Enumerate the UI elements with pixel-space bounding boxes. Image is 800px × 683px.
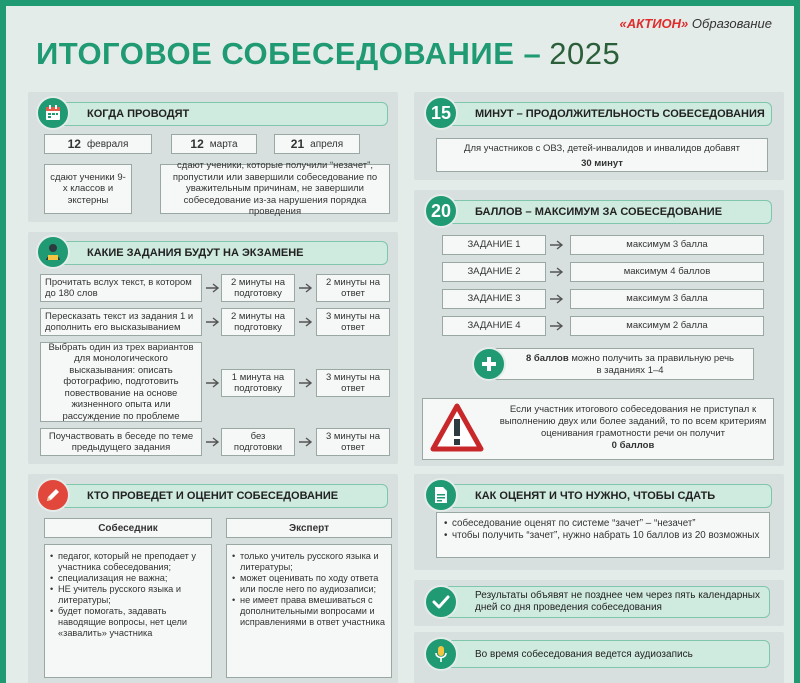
list-item: • будет помогать, задавать наводящие вопросы, нет цели «завалить» участника bbox=[49, 606, 207, 639]
points-heading: БАЛЛОВ – МАКСИМУМ ЗА СОБЕСЕДОВАНИЕ bbox=[475, 206, 723, 218]
date-month: марта bbox=[209, 138, 238, 150]
answer-text: 3 минуты на ответ bbox=[325, 371, 381, 394]
answer-text: 3 минуты на ответ bbox=[325, 430, 381, 453]
points-max-label: максимум 4 баллов bbox=[623, 266, 711, 278]
arrow-right-icon bbox=[205, 377, 221, 389]
list-item: • не имеет права вмешиваться с дополнительными вопросами и исправлениями в ответ участника bbox=[231, 595, 387, 628]
results-text: Результаты объявят не позднее чем через пять календарных дней со дня проведения собеседования bbox=[475, 590, 760, 613]
prep-text: 2 минуты на подготовку bbox=[230, 276, 286, 299]
points-max-3 bbox=[570, 289, 764, 309]
duration-heading: МИНУТ – ПРОДОЛЖИТЕЛЬНОСТЬ СОБЕСЕДОВАНИЯ bbox=[475, 108, 765, 120]
list-item: • может оценивать по ходу ответа или после него по аудиозаписи; bbox=[231, 573, 387, 595]
task-text: Поучаствовать в беседе по теме предыдущего задания bbox=[48, 430, 194, 453]
date-month: апреля bbox=[310, 138, 344, 150]
bonus-box bbox=[492, 348, 754, 380]
task-text: Выбрать один из трех вариантов для монологического высказывания: описать фотографию, подготовить повествование на основе жизненного опыта или рассуждение по проблеме bbox=[48, 341, 194, 422]
points-task-label: ЗАДАНИЕ 2 bbox=[467, 266, 521, 278]
task-3-description bbox=[40, 342, 202, 422]
title-year: 2025 bbox=[549, 36, 621, 71]
duration-note-text: Для участников с ОВЗ, детей-инвалидов и инвалидов добавят bbox=[464, 143, 740, 154]
page-title bbox=[36, 36, 620, 72]
duration-number-text: 15 bbox=[430, 102, 452, 123]
title-text: ИТОГОВОЕ СОБЕСЕДОВАНИЕ – bbox=[36, 36, 542, 71]
task-1-answer bbox=[316, 274, 390, 302]
points-task-4 bbox=[442, 316, 546, 336]
interlocutor-title-text: Собеседник bbox=[98, 522, 158, 534]
task-3-prep bbox=[221, 369, 295, 397]
date-day: 12 bbox=[67, 137, 81, 151]
when-header bbox=[46, 102, 388, 126]
prep-text: 2 минуты на подготовку bbox=[230, 310, 286, 333]
interlocutor-list bbox=[44, 544, 212, 678]
points-number bbox=[424, 194, 458, 228]
arrow-right-icon bbox=[205, 282, 221, 294]
arrow-right-icon bbox=[205, 316, 221, 328]
task-3-answer bbox=[316, 369, 390, 397]
expert-title bbox=[226, 518, 392, 538]
duration-note bbox=[436, 138, 768, 172]
task-4-prep bbox=[221, 428, 295, 456]
task-text: Прочитать вслух текст, в котором до 180 слов bbox=[45, 276, 192, 299]
who-header bbox=[46, 484, 388, 508]
task-4-description bbox=[40, 428, 202, 456]
task-1-description bbox=[40, 274, 202, 302]
date-april bbox=[274, 134, 360, 154]
arrow-right-icon bbox=[298, 282, 314, 294]
task-4-answer bbox=[316, 428, 390, 456]
duration-number bbox=[424, 96, 458, 130]
points-number-text: 20 bbox=[430, 200, 452, 221]
grading-header bbox=[434, 484, 772, 508]
later-description-text: сдают ученики, которые получили “незачет”, пропустили или завершили собеседование по уважительным причинам, не завершили собеседование из-за нарушения порядка проведения bbox=[172, 160, 378, 218]
date-february bbox=[44, 134, 152, 154]
arrow-right-icon bbox=[549, 266, 565, 278]
checkmark-icon bbox=[424, 585, 458, 619]
task-2-description bbox=[40, 308, 202, 336]
february-description-text: сдают ученики 9-х классов и экстерны bbox=[50, 171, 126, 206]
points-task-2 bbox=[442, 262, 546, 282]
bonus-text-2: в заданиях 1–4 bbox=[596, 365, 664, 376]
calendar-icon bbox=[36, 96, 70, 130]
bonus-points: 8 баллов bbox=[526, 353, 569, 364]
microphone-icon bbox=[424, 637, 458, 671]
expert-list bbox=[226, 544, 392, 678]
duration-header bbox=[434, 102, 772, 126]
prep-text: без подготовки bbox=[233, 430, 283, 453]
when-heading: КОГДА ПРОВОДЯТ bbox=[87, 108, 190, 120]
expert-title-text: Эксперт bbox=[288, 522, 330, 534]
who-heading: КТО ПРОВЕДЕТ И ОЦЕНИТ СОБЕСЕДОВАНИЕ bbox=[87, 490, 339, 502]
pencil-icon bbox=[36, 478, 70, 512]
later-description bbox=[160, 160, 390, 218]
points-max-label: максимум 2 балла bbox=[626, 320, 708, 332]
points-max-1 bbox=[570, 235, 764, 255]
list-item: • только учитель русского языка и литературы; bbox=[231, 551, 387, 573]
warning-text: Если участник итогового собеседования не приступал к выполнению двух или более заданий, то по всем критериям оценивания грамотности речи он получит bbox=[499, 404, 767, 439]
points-header bbox=[434, 200, 772, 224]
list-item: • собеседование оценят по системе “зачет” – “незачет” bbox=[443, 518, 759, 530]
bonus-text: можно получить за правильную речь bbox=[571, 353, 734, 364]
task-2-prep bbox=[221, 308, 295, 336]
arrow-right-icon bbox=[298, 316, 314, 328]
interlocutor-items bbox=[49, 551, 207, 639]
arrow-right-icon bbox=[549, 239, 565, 251]
tasks-heading: КАКИЕ ЗАДАНИЯ БУДУТ НА ЭКЗАМЕНЕ bbox=[87, 247, 304, 259]
points-max-4 bbox=[570, 316, 764, 336]
date-day: 12 bbox=[190, 137, 204, 151]
grading-items bbox=[443, 518, 759, 542]
answer-text: 3 минуты на ответ bbox=[325, 310, 381, 333]
points-max-2 bbox=[570, 262, 764, 282]
task-text: Пересказать текст из задания 1 и дополнить его высказыванием bbox=[45, 310, 194, 333]
brand-name: «АКТИОН» bbox=[619, 16, 689, 31]
list-item: • педагог, который не преподает у участника собеседования; bbox=[49, 551, 207, 573]
date-march bbox=[171, 134, 257, 154]
arrow-right-icon bbox=[298, 377, 314, 389]
interlocutor-title bbox=[44, 518, 212, 538]
list-item: • специализация не важна; bbox=[49, 573, 207, 584]
points-task-label: ЗАДАНИЕ 4 bbox=[467, 320, 521, 332]
task-1-prep bbox=[221, 274, 295, 302]
arrow-right-icon bbox=[205, 436, 221, 448]
prep-text: 1 минута на подготовку bbox=[231, 371, 285, 394]
arrow-right-icon bbox=[549, 293, 565, 305]
warning-zero-points: 0 баллов bbox=[611, 440, 655, 451]
document-icon bbox=[424, 478, 458, 512]
grading-list bbox=[436, 512, 770, 558]
list-item: • чтобы получить “зачет”, нужно набрать 10 баллов из 20 возможных bbox=[443, 530, 759, 542]
points-task-3 bbox=[442, 289, 546, 309]
audio-box bbox=[434, 640, 770, 668]
points-max-label: максимум 3 балла bbox=[626, 293, 708, 305]
duration-extra: 30 минут bbox=[581, 158, 623, 169]
brand-subtitle: Образование bbox=[691, 16, 772, 31]
list-item: • НЕ учитель русского языка и литературы; bbox=[49, 584, 207, 606]
brand-logo bbox=[620, 16, 773, 31]
student-icon bbox=[36, 235, 70, 269]
february-description bbox=[44, 164, 132, 214]
audio-text: Во время собеседования ведется аудиозапись bbox=[475, 648, 693, 660]
points-task-1 bbox=[442, 235, 546, 255]
arrow-right-icon bbox=[549, 320, 565, 332]
points-task-label: ЗАДАНИЕ 1 bbox=[467, 239, 521, 251]
results-box bbox=[434, 586, 770, 618]
plus-icon bbox=[472, 347, 506, 381]
answer-text: 2 минуты на ответ bbox=[325, 276, 381, 299]
points-task-label: ЗАДАНИЕ 3 bbox=[467, 293, 521, 305]
tasks-header bbox=[46, 241, 388, 265]
date-day: 21 bbox=[290, 137, 305, 151]
expert-items bbox=[231, 551, 387, 628]
warning-icon bbox=[430, 403, 484, 453]
grading-heading: КАК ОЦЕНЯТ И ЧТО НУЖНО, ЧТОБЫ СДАТЬ bbox=[475, 490, 716, 502]
date-month: февраля bbox=[86, 138, 129, 150]
points-max-label: максимум 3 балла bbox=[626, 239, 708, 251]
arrow-right-icon bbox=[298, 436, 314, 448]
task-2-answer bbox=[316, 308, 390, 336]
